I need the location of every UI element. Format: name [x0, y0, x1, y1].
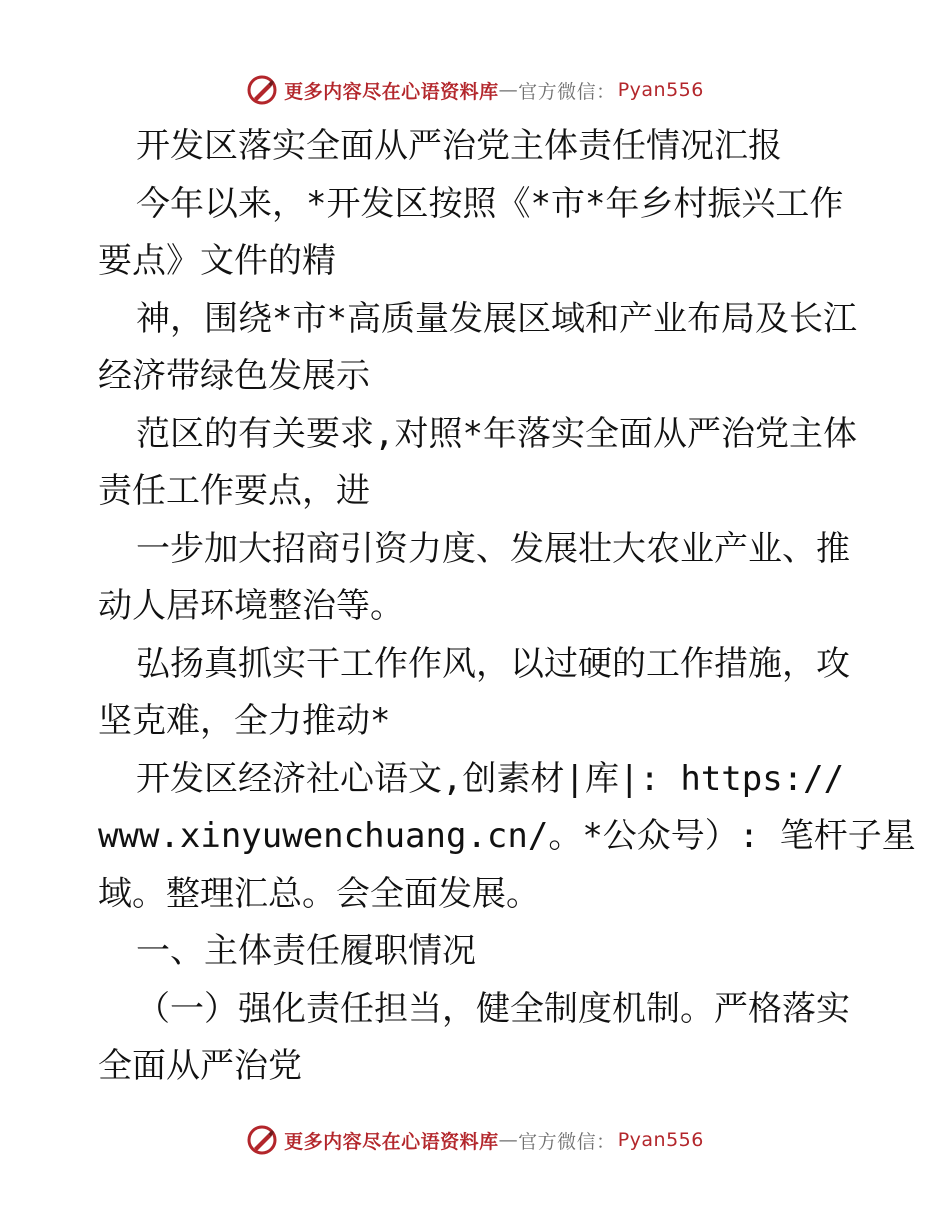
banner-wechat-label: 官方微信： — [518, 1130, 616, 1153]
paragraph-line: 神，围绕*市*高质量发展区域和产业布局及长江 — [136, 298, 857, 339]
paragraph-line: 开发区经济社心语文,创素材|库|: https:// — [136, 758, 845, 799]
banner-site-text: 更多内容尽在心语资料库 — [284, 1130, 499, 1153]
paragraph-line: 范区的有关要求,对照*年落实全面从严治党主体 — [136, 413, 857, 454]
paragraph-line: 坚克难，全力推动* — [98, 701, 391, 741]
subsection-heading: （一）强化责任担当，健全制度机制。严格落实 — [136, 988, 850, 1029]
paragraph-line: 一步加大招商引资力度、发展壮大农业产业、推 — [136, 528, 850, 569]
banner-site-text: 更多内容尽在心语资料库 — [284, 80, 499, 103]
paragraph-line: 经济带绿色发展示 — [98, 356, 370, 396]
paragraph-line: 今年以来，*开发区按照《*市*年乡村振兴工作 — [136, 183, 844, 224]
paragraph-line: 弘扬真抓实干工作作风，以过硬的工作措施，攻 — [136, 643, 850, 684]
pen-logo-icon — [246, 74, 278, 106]
section-heading: 一、主体责任履职情况 — [136, 931, 476, 971]
paragraph-line: 全面从严治党 — [98, 1046, 302, 1086]
banner-dash: — — [498, 1129, 519, 1151]
header-watermark-banner — [0, 70, 950, 110]
document-body — [98, 118, 916, 1096]
banner-dash: — — [498, 79, 519, 101]
footer-watermark-banner — [0, 1120, 950, 1160]
paragraph-line: 域。整理汇总。会全面发展。 — [98, 873, 540, 914]
banner-wechat-label: 官方微信： — [518, 80, 616, 103]
paragraph-line: 动人居环境整治等。 — [98, 586, 404, 626]
document-title: 开发区落实全面从严治党主体责任情况汇报 — [136, 126, 782, 166]
paragraph-line: 要点》文件的精 — [98, 241, 336, 281]
pen-logo-icon — [246, 1124, 278, 1156]
banner-wechat-id: Pyan556 — [617, 1129, 704, 1151]
banner-wechat-id: Pyan556 — [617, 79, 704, 101]
paragraph-line: www.xinyuwenchuang.cn/。*公众号）: 笔杆子星 — [98, 816, 916, 856]
paragraph-line: 责任工作要点，进 — [98, 471, 370, 511]
